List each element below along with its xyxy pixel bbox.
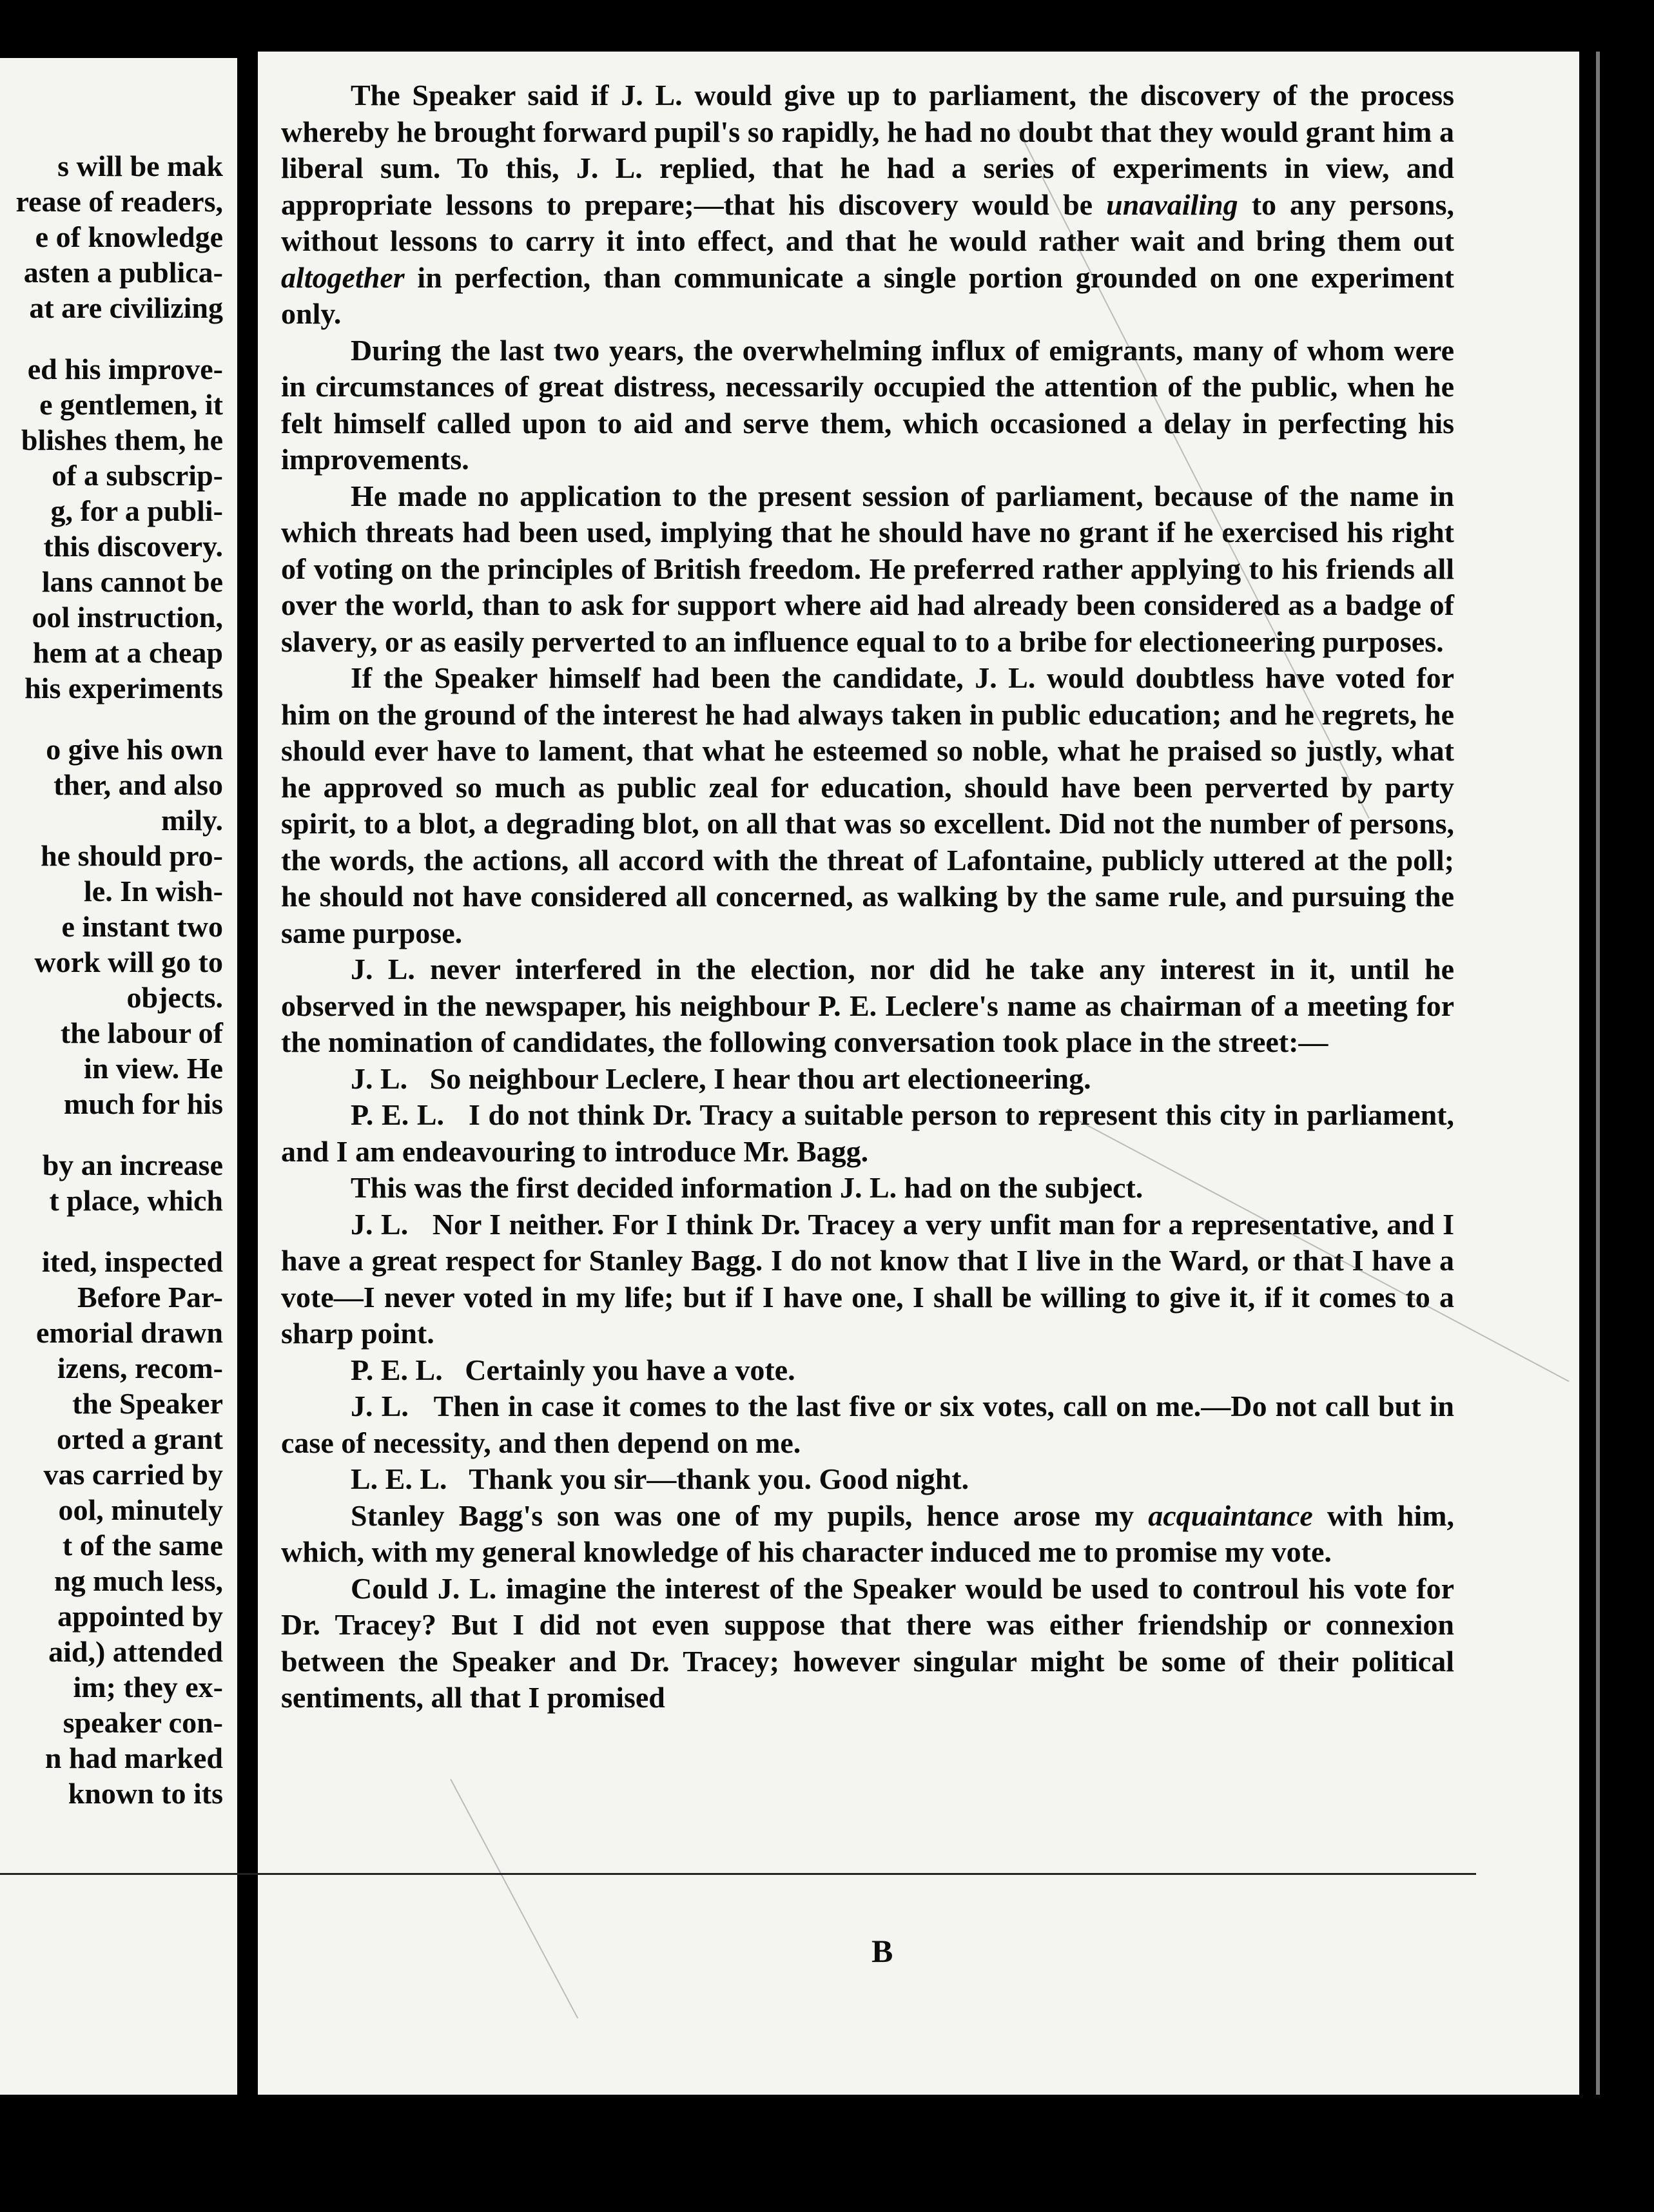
paragraph: J. L. Nor I neither. For I think Dr. Tracey a very unfit man for a representative, and I have a great respect for Stanley Bagg. I do not know that I live in the Ward, or that I have a vote—I never voted in my life; but if I have one, I shall be willing to give it, if it comes to a sharp point. bbox=[281, 1207, 1454, 1350]
left-text-line: hem at a cheap bbox=[32, 636, 223, 669]
left-text-line: t of the same bbox=[62, 1529, 223, 1562]
left-text-line: the labour of bbox=[60, 1016, 223, 1049]
left-text-line: izens, recom- bbox=[57, 1352, 223, 1384]
left-text-line: s will be mak bbox=[57, 150, 223, 182]
left-text-line: Before Par- bbox=[77, 1281, 223, 1314]
left-text-line: n had marked bbox=[44, 1741, 223, 1774]
bottom-border bbox=[0, 2095, 1654, 2212]
left-text-line: mily. bbox=[161, 804, 223, 837]
left-text-line: speaker con- bbox=[63, 1706, 223, 1739]
paragraph: J. L. never interfered in the election, nor did he take any interest in it, until he observed in the newspaper, his neighbour P. E. Leclere's name as chairman of a meeting for the nomination of candidates, the following conversation took place in the street:— bbox=[281, 953, 1454, 1058]
left-text-line: ool, minutely bbox=[58, 1493, 223, 1526]
right-border bbox=[1579, 39, 1654, 2212]
left-text-line: known to its bbox=[68, 1777, 223, 1810]
left-text-line: e gentlemen, it bbox=[39, 388, 223, 421]
left-text-line: objects. bbox=[126, 981, 223, 1014]
paragraph: Could J. L. imagine the interest of the Speaker would be used to controul his vote for Dr. Tracey? But I did not even suppose that there was either friendship or connexion between the Speaker and Dr. Tracey; however singular might be some of their political sentiments, all that I promised bbox=[281, 1571, 1454, 1714]
left-text-line: rease of readers, bbox=[15, 185, 223, 218]
left-text-line: g, for a publi- bbox=[50, 494, 223, 527]
left-text-line: ool instruction, bbox=[32, 601, 223, 634]
paragraph: He made no application to the present session of parliament, because of the name in which threats had been used, implying that he should have no grant if he exercised his right of voting on the principles of British freedom. He preferred rather applying to his friends all over the world, than to ask for support where aid had already been considered as a badge of slavery, or as easily perverted to an influence equal to to a bribe for electioneering purposes. bbox=[281, 479, 1454, 658]
left-text-line: ther, and also bbox=[54, 768, 223, 801]
paragraph: J. L. Then in case it comes to the last five or six votes, call on me.—Do not call but in case of necessity, and then depend on me. bbox=[281, 1390, 1454, 1459]
main-column-text bbox=[281, 77, 1454, 1716]
left-text-line: ited, inspected bbox=[41, 1245, 223, 1278]
line-gap bbox=[16, 1121, 223, 1147]
microfilm-rule bbox=[0, 1873, 1476, 1875]
left-text-line: ng much less, bbox=[54, 1564, 223, 1597]
left-text-line: appointed by bbox=[57, 1600, 223, 1633]
left-text-line: e instant two bbox=[61, 910, 223, 943]
paragraph: The Speaker said if J. L. would give up to parliament, the discovery of the process whereby he brought forward pupil's so rapidly, he had no doubt that they would grant him a liberal sum. To this, J. L. replied, that he had a series of experiments in view, and appropriate lessons to prepare;—that his discovery would be unavailing to any persons, without lessons to carry it into effect, and that he would rather wait and bring them out altogether in perfection, than communicate a single portion grounded on one experiment only. bbox=[281, 79, 1454, 330]
left-text-line: by an increase bbox=[42, 1149, 223, 1181]
left-text-line: emorial drawn bbox=[35, 1316, 223, 1349]
left-text-line: aid,) attended bbox=[48, 1635, 223, 1668]
paragraph: J. L. So neighbour Leclere, I hear thou art electioneering. bbox=[351, 1062, 1091, 1095]
paragraph: Stanley Bagg's son was one of my pupils, hence arose my acquaintance with him, which, with my general knowledge of his character induced me to promise my vote. bbox=[281, 1499, 1454, 1568]
line-gap bbox=[16, 325, 223, 351]
left-text-line: lans cannot be bbox=[41, 565, 223, 598]
line-gap bbox=[16, 1218, 223, 1244]
main-page bbox=[258, 52, 1579, 2095]
left-text-line: this discovery. bbox=[43, 530, 223, 563]
paragraph: During the last two years, the overwhelming influx of emigrants, many of whom were in circumstances of great distress, necessarily occupied the attention of the public, when he felt himself called upon to aid and serve them, which occasioned a delay in perfecting his improvements. bbox=[281, 333, 1454, 476]
left-text-line: work will go to bbox=[34, 946, 223, 978]
left-column-text bbox=[16, 148, 223, 1811]
paragraph: This was the first decided information J. L. had on the subject. bbox=[351, 1171, 1143, 1204]
paragraph: P. E. L. I do not think Dr. Tracy a suitable person to represent this city in parliament, and I am endeavouring to introduce Mr. Bagg. bbox=[281, 1098, 1454, 1168]
left-text-line: asten a publica- bbox=[23, 256, 223, 289]
left-text-line: at are civilizing bbox=[29, 291, 223, 324]
left-text-line: ed his improve- bbox=[27, 353, 223, 385]
left-text-line: orted a grant bbox=[56, 1422, 223, 1455]
left-text-line: im; they ex- bbox=[73, 1671, 223, 1703]
film-scratch bbox=[450, 1779, 578, 2019]
page-signature: B bbox=[871, 1933, 893, 1969]
left-text-line: blishes them, he bbox=[21, 423, 223, 456]
paragraph: If the Speaker himself had been the candidate, J. L. would doubtless have voted for him on the ground of the interest he had always taken in public education; and he regrets, he should ever have to lament, that what he esteemed so noble, what he praised so justly, what he approved so much as public zeal for education, should have been perverted by party spirit, to a blot, a degrading blot, on all that was so excellent. Did not the number of persons, the words, the actions, all accord with the threat of Lafontaine, publicly uttered at the poll; he should not have considered all concerned, as walking by the same rule, and pursuing the same purpose. bbox=[281, 661, 1454, 949]
left-text-line: le. In wish- bbox=[84, 875, 223, 907]
left-page-fragment bbox=[0, 58, 237, 2095]
paragraph: P. E. L. Certainly you have a vote. bbox=[351, 1353, 795, 1386]
left-text-line: of a subscrip- bbox=[52, 459, 223, 492]
left-text-line: o give his own bbox=[46, 733, 223, 766]
left-text-line: t place, which bbox=[49, 1184, 223, 1217]
left-text-line: he should pro- bbox=[41, 839, 223, 872]
left-text-line: vas carried by bbox=[43, 1458, 223, 1491]
left-text-line: much for his bbox=[63, 1087, 223, 1120]
left-text-line: his experiments bbox=[24, 672, 223, 704]
page-gutter bbox=[237, 39, 258, 2140]
left-text-line: e of knowledge bbox=[35, 220, 223, 253]
page-edge-line bbox=[1596, 52, 1600, 2095]
line-gap bbox=[16, 706, 223, 732]
left-text-line: the Speaker bbox=[72, 1387, 223, 1420]
paragraph: L. E. L. Thank you sir—thank you. Good night. bbox=[351, 1462, 969, 1495]
left-text-line: in view. He bbox=[84, 1052, 223, 1085]
